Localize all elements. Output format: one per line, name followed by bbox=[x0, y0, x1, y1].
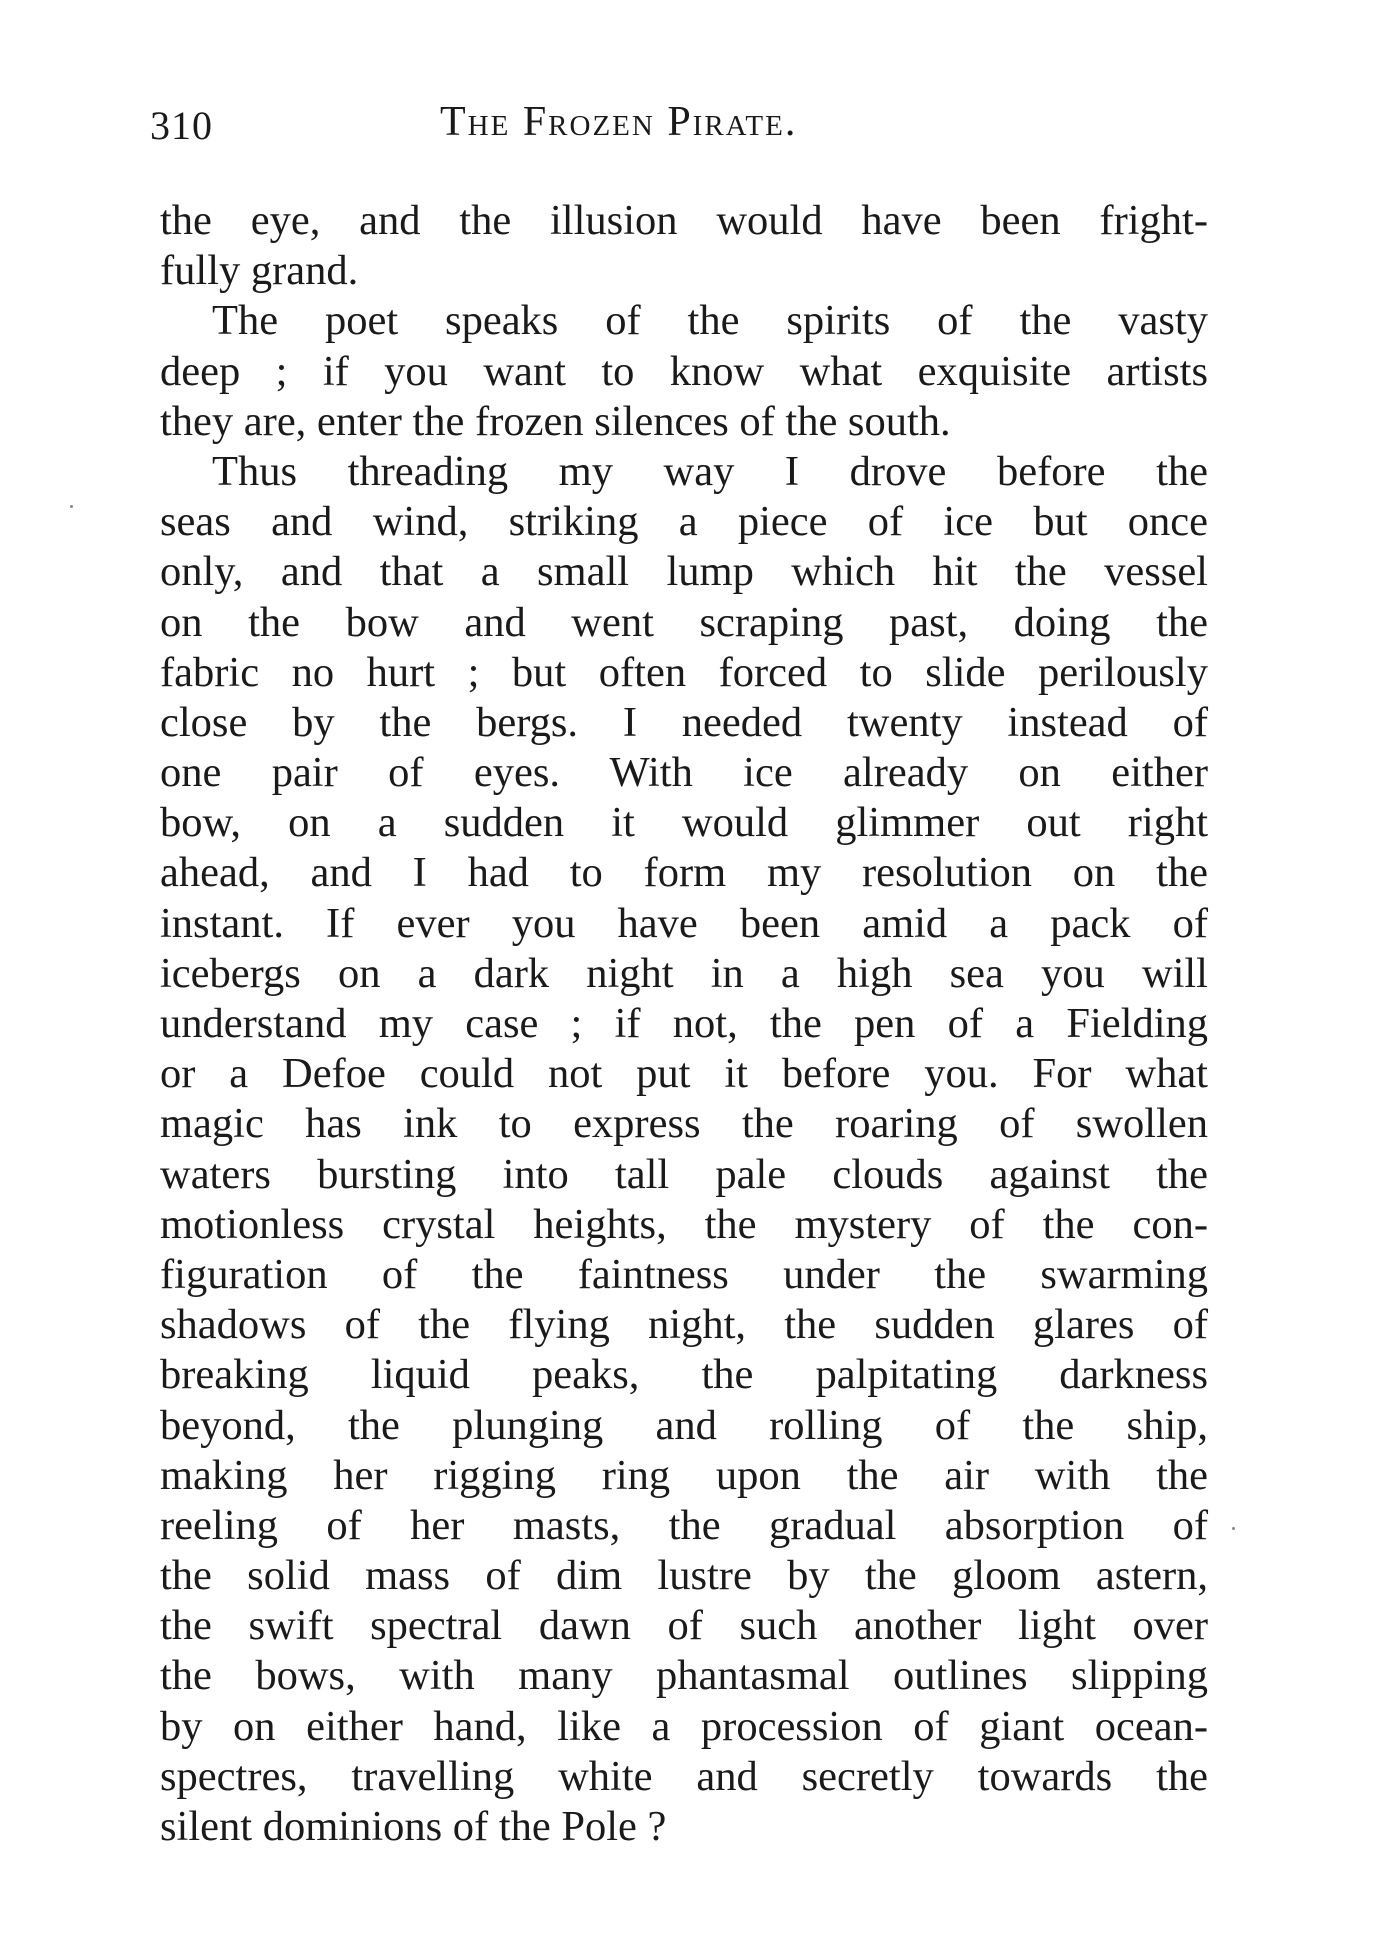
text-line: on the bow and went scraping past, doing the bbox=[160, 598, 1208, 646]
paper-speck bbox=[1232, 1527, 1235, 1530]
text-line: The poet speaks of the spirits of the vasty bbox=[212, 297, 1208, 345]
body-text bbox=[160, 196, 1208, 1852]
running-head bbox=[150, 92, 1210, 152]
running-title: The Frozen Pirate. bbox=[440, 99, 798, 145]
text-line: they are, enter the frozen silences of the south. bbox=[160, 397, 951, 445]
text-line: the eye, and the illusion would have been fright- bbox=[160, 197, 1208, 244]
text-line: figuration of the faintness under the swarming bbox=[160, 1250, 1208, 1298]
text-line: deep ; if you want to know what exquisite artists bbox=[160, 347, 1208, 395]
text-line: motionless crystal heights, the mystery of the con- bbox=[160, 1200, 1208, 1248]
text-line: the solid mass of dim lustre by the gloom astern, bbox=[160, 1552, 1208, 1600]
text-line: ahead, and I had to form my resolution on the bbox=[160, 849, 1208, 897]
text-line: silent dominions of the Pole ? bbox=[160, 1803, 667, 1850]
paragraph bbox=[160, 447, 1208, 1852]
text-line: shadows of the flying night, the sudden glares of bbox=[160, 1301, 1208, 1349]
text-line: Thus threading my way I drove before the bbox=[212, 447, 1208, 495]
paragraph bbox=[160, 196, 1208, 296]
text-line: reeling of her masts, the gradual absorption of bbox=[160, 1501, 1208, 1549]
text-line: magic has ink to express the roaring of swollen bbox=[160, 1100, 1208, 1148]
text-line: the swift spectral dawn of such another light over bbox=[160, 1602, 1208, 1650]
text-line: by on either hand, like a procession of giant ocean- bbox=[160, 1702, 1208, 1750]
text-line: icebergs on a dark night in a high sea you will bbox=[160, 949, 1208, 997]
text-line: making her rigging ring upon the air with the bbox=[160, 1451, 1208, 1499]
paragraph bbox=[160, 296, 1208, 447]
text-line: beyond, the plunging and rolling of the ship, bbox=[160, 1401, 1208, 1449]
page-number: 310 bbox=[150, 103, 213, 148]
text-line: or a Defoe could not put it before you. For what bbox=[160, 1050, 1208, 1098]
paper-speck bbox=[70, 505, 73, 508]
text-line: instant. If ever you have been amid a pack of bbox=[160, 899, 1208, 947]
text-line: only, and that a small lump which hit the vessel bbox=[160, 548, 1208, 596]
text-line: seas and wind, striking a piece of ice but once bbox=[160, 498, 1208, 546]
text-line: fully grand. bbox=[160, 247, 359, 295]
text-line: one pair of eyes. With ice already on either bbox=[160, 749, 1208, 797]
text-line: waters bursting into tall pale clouds against the bbox=[160, 1150, 1208, 1198]
text-line: spectres, travelling white and secretly towards the bbox=[160, 1752, 1208, 1800]
text-line: breaking liquid peaks, the palpitating darkness bbox=[160, 1351, 1208, 1399]
text-line: bow, on a sudden it would glimmer out right bbox=[160, 799, 1208, 847]
text-line: close by the bergs. I needed twenty instead of bbox=[160, 698, 1208, 746]
text-line: understand my case ; if not, the pen of a Fielding bbox=[160, 1000, 1208, 1047]
text-line: fabric no hurt ; but often forced to slide perilously bbox=[160, 648, 1208, 696]
text-line: the bows, with many phantasmal outlines slipping bbox=[160, 1652, 1208, 1700]
